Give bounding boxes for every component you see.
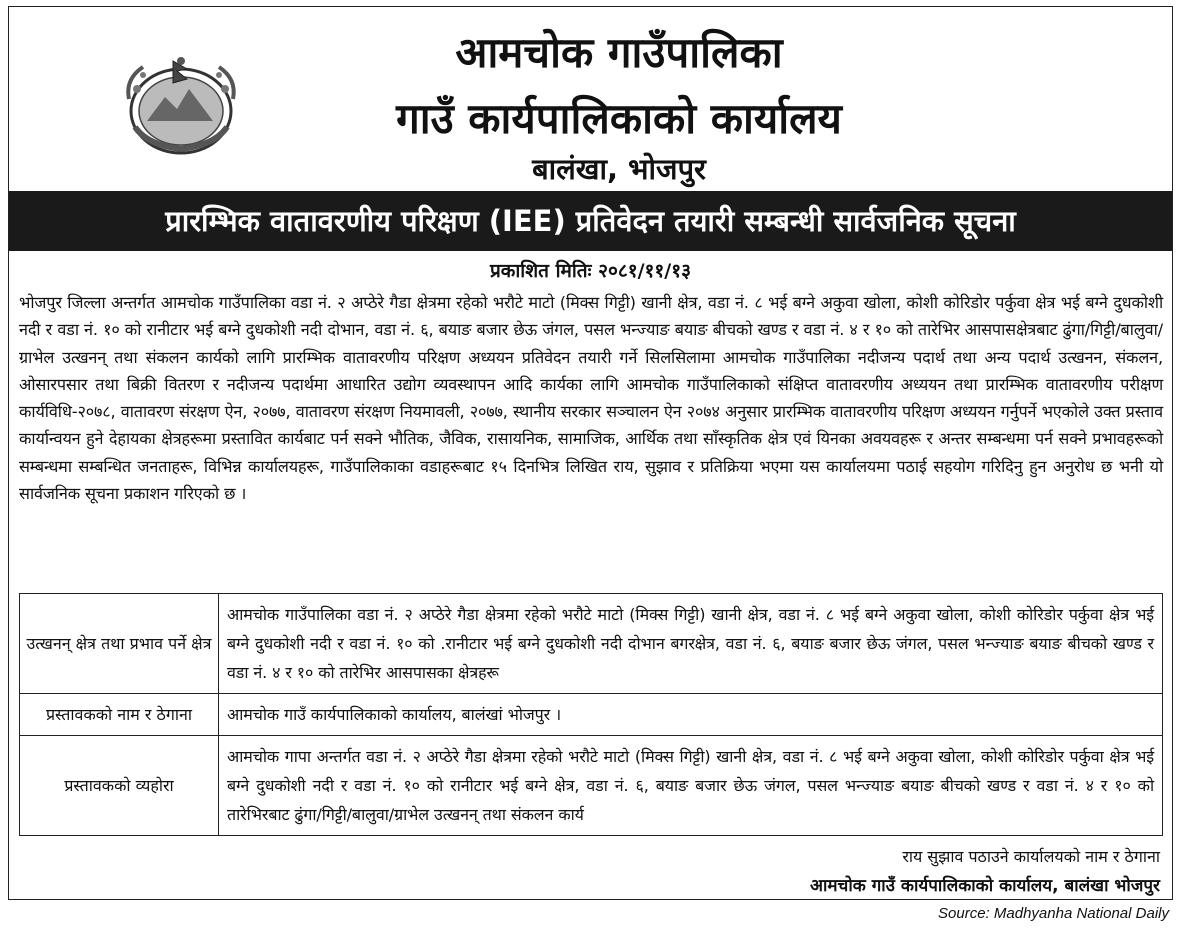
office-name: गाउँ कार्यपालिकाको कार्यालय — [396, 94, 842, 143]
table-row — [20, 594, 1163, 694]
municipality-name: आमचोक गाउँपालिका — [455, 28, 783, 77]
notice-page — [8, 6, 1173, 900]
contact-label: राय सुझाव पठाउने कार्यालयको नाम र ठेगाना — [902, 847, 1160, 866]
row-label-proposal-details: प्रस्तावकको व्यहोरा — [20, 736, 219, 836]
row-label-excavation-area: उत्खनन् क्षेत्र तथा प्रभाव पर्ने क्षेत्र — [20, 594, 219, 694]
contact-office: आमचोक गाउँ कार्यपालिकाको कार्यालय, बालंखा भोजपुर — [810, 876, 1160, 896]
table-row — [20, 694, 1163, 736]
source-credit: Source: Madhyanha National Daily — [938, 905, 1169, 922]
table-row — [20, 736, 1163, 836]
project-info-table — [19, 593, 1163, 836]
row-value-proposal-details: आमचोक गापा अन्तर्गत वडा नं. २ अप्ठेरे गैडा क्षेत्रमा रहेको भरौटे माटो (मिक्स गिट्टी) खानी क्षेत्र, वडा नं. ८ भई बग्ने अकुवा खोला, कोशी कोरिडोर पर्कुवा क्षेत्र भई बग्ने दुधकोशी नदी र वडा नं. १० को रानीटार भई बग्ने क्षेत्र, वडा नं. ६, बयाङ बजार छेऊ जंगल, पसल भन्ज्याङ बयाङ बीचको खण्ड र वडा नं. ४ र १० को तारेभिरबाट ढुंगा/गिट्टी/बालुवा/ग्राभेल उत्खनन् तथा संकलन कार्य — [219, 736, 1163, 836]
published-date: प्रकाशित मितिः २०८१/११/१३ — [489, 260, 692, 282]
row-label-proponent: प्रस्तावकको नाम र ठेगाना — [20, 694, 219, 736]
row-value-proponent: आमचोक गाउँ कार्यपालिकाको कार्यालय, बालंखां भोजपुर । — [219, 694, 1163, 736]
office-address: बालंखा, भोजपुर — [532, 152, 706, 186]
notice-body: भोजपुर जिल्ला अन्तर्गत आमचोक गाउँपालिका वडा नं. २ अप्ठेरे गैडा क्षेत्रमा रहेको भरौटे माटो (मिक्स गिट्टी) खानी क्षेत्र, वडा नं. ८ भई बग्ने अकुवा खोला, कोशी कोरिडोर पर्कुवा क्षेत्र भई बग्ने दुधकोशी नदी र वडा नं. १० को रानीटार भई बग्ने दुधकोशी नदी दोभान, वडा नं. ६, बयाङ बजार छेऊ जंगल, पसल भन्ज्याङ बयाङ बीचको खण्ड र वडा नं. ४ र १० को तारेभिर आसपासक्षेत्रबाट ढुंगा/गिट्टी/बालुवा/ग्राभेल उत्खनन् तथा संकलन कार्यको लागि प्रारम्भिक वातावरणीय परिक्षण अध्ययन प्रतिवेदन तयारी गर्ने सिलसिलामा आमचोक गाउँपालिका नदीजन्य पदार्थ तथा अन्य पदार्थ उत्खनन, संकलन, ओसारपसार तथा बिक्री वितरण र नदीजन्य पदार्थमा आधारित उद्योग व्यवस्थापन आदि कार्यका लागि आमचोक गाउँपालिकाको संक्षिप्त वातावरणीय अध्ययन तथा प्रारम्भिक वातावरणीय परीक्षण कार्यविधि-२०७८, वातावरण संरक्षण ऐन, २०७७, वातावरण संरक्षण नियमावली, २०७७, स्थानीय सरकार सञ्चालन ऐन २०७४ अनुसार प्रारम्भिक वातावरणीय परिक्षण अध्ययन गर्नुपर्ने भएकोले उक्त प्रस्ताव कार्यान्वयन हुने देहायका क्षेत्रहरूमा प्रस्तावित कार्यबाट पर्न सक्ने भौतिक, जैविक, रासायनिक, सामाजिक, आर्थिक तथा साँस्कृतिक क्षेत्र एवं यिनका अवयवहरू र अन्तर सम्बन्धमा पर्न सक्ने प्रभावहरूको सम्बन्धमा सम्बन्धित जनताहरू, विभिन्न कार्यालयहरू, गाउँपालिकाका वडाहरूबाट १५ दिनभित्र लिखित राय, सुझाव र प्रतिक्रिया भएमा यस कार्यालयमा पठाई सहयोग गरिदिनु हुन अनुरोध छ भनी यो सार्वजनिक सूचना प्रकाशन गरिएको छ । — [19, 293, 1163, 504]
row-value-excavation-area: आमचोक गाउँपालिका वडा नं. २ अप्ठेरे गैडा क्षेत्रमा रहेको भरौटे माटो (मिक्स गिट्टी) खानी क्षेत्र, वडा नं. ८ भई बग्ने अकुवा खोला, कोशी कोरिडोर पर्कुवा क्षेत्र भई बग्ने दुधकोशी नदी र वडा नं. १० को .रानीटार भई बग्ने दुधकोशी नदी दोभान बगरक्षेत्र, वडा नं. ६, बयाङ बजार छेऊ जंगल, पसल भन्ज्याङ बयाङ बीचको खण्ड र वडा नं. ४ र १० को तारेभिर आसपासका क्षेत्रहरू — [219, 594, 1163, 694]
notice-heading-banner: प्रारम्भिक वातावरणीय परिक्षण (IEE) प्रतिवेदन तयारी सम्बन्धी सार्वजनिक सूचना — [9, 191, 1172, 251]
header — [9, 7, 1172, 191]
